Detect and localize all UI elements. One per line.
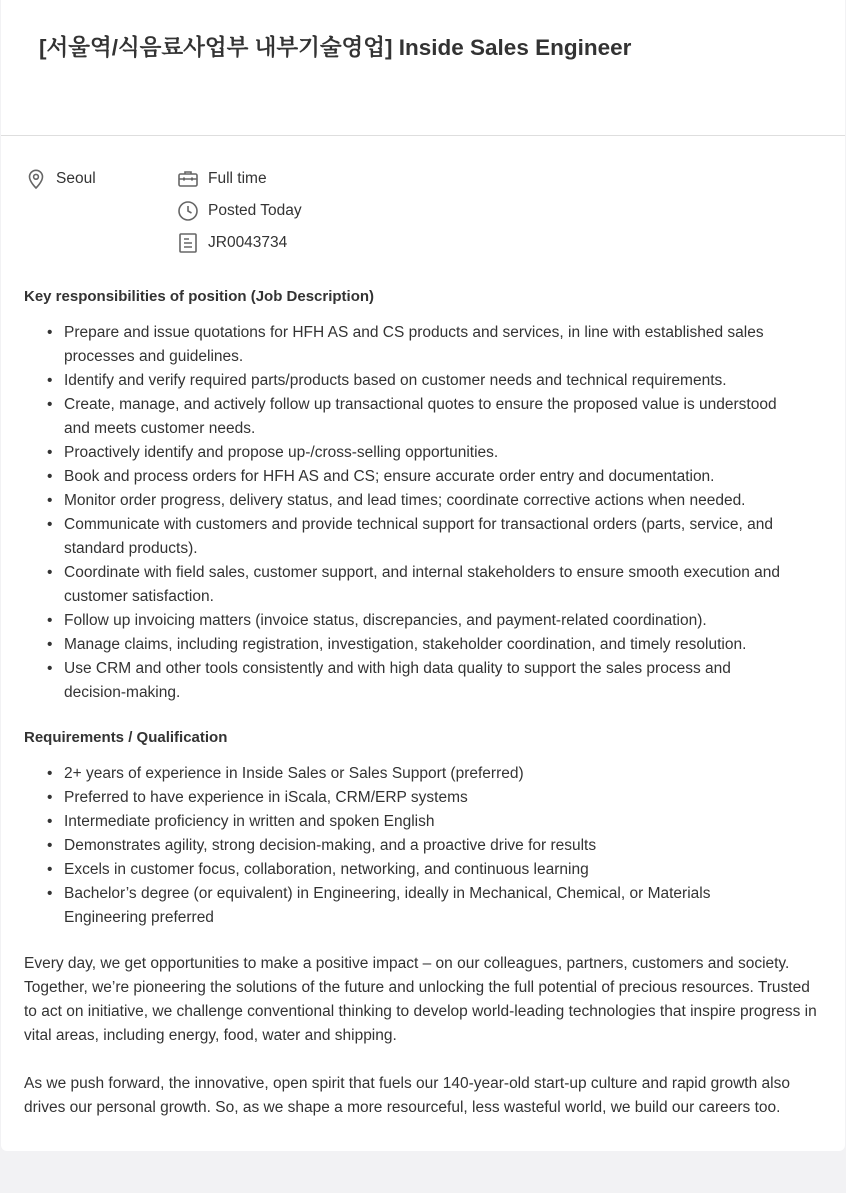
responsibilities-heading: Key responsibilities of position (Job Description) — [24, 288, 375, 305]
location-info — [24, 167, 96, 191]
requirement-item: • Preferred to have experience in iScala, CRM/ERP systems — [24, 786, 784, 810]
company-description-paragraph: Every day, we get opportunities to make a positive impact – on our colleagues, partners, customers and society. Together, we’re pioneering the solutions of the future and unlocking the full potential of precious resources. Trusted to act on initiative, we challenge conventional thinking to develop world-leading technologies that inspire progress in vital areas, including energy, food, water and shipping. — [24, 955, 817, 1044]
responsibility-item: • Communicate with customers and provide technical support for transactional orders (parts, service, and standard products). — [24, 513, 784, 561]
job-id-label: JR0043734 — [208, 234, 288, 251]
responsibility-item: • Manage claims, including registration, investigation, stakeholder coordination, and timely resolution. — [24, 633, 784, 657]
job-posting-card — [1, 0, 845, 1151]
responsibility-item: • Use CRM and other tools consistently and with high data quality to support the sales process and decision-making. — [24, 657, 784, 705]
responsibility-item: • Follow up invoicing matters (invoice status, discrepancies, and payment-related coordination). — [24, 609, 784, 633]
responsibility-item: • Prepare and issue quotations for HFH AS and CS products and services, in line with established sales processes and guidelines. — [24, 321, 784, 369]
posted-info — [176, 199, 302, 223]
requirements-heading: Requirements / Qualification — [24, 729, 228, 746]
location-pin-icon — [24, 167, 48, 191]
responsibility-item: • Book and process orders for HFH AS and CS; ensure accurate order entry and documentation. — [24, 465, 784, 489]
responsibility-item: • Identify and verify required parts/products based on customer needs and technical requirements. — [24, 369, 784, 393]
location-label: Seoul — [56, 170, 96, 187]
job-title: [서울역/식음료사업부 내부기술영업] Inside Sales Engineer — [39, 35, 632, 60]
requirement-item: • Excels in customer focus, collaboration, networking, and continuous learning — [24, 858, 784, 882]
responsibility-item: • Coordinate with field sales, customer support, and internal stakeholders to ensure smooth execution and customer satisfaction. — [24, 561, 784, 609]
requirement-item: • Bachelor’s degree (or equivalent) in Engineering, ideally in Mechanical, Chemical, or Materials Engineering preferred — [24, 882, 784, 930]
job-header — [1, 0, 845, 136]
requirements-list — [24, 762, 784, 930]
briefcase-icon — [176, 167, 200, 191]
company-culture-paragraph: As we push forward, the innovative, open spirit that fuels our 140-year-old start-up culture and rapid growth also drives our personal growth. So, as we shape a more resourceful, less wasteful world, we build our careers too. — [24, 1075, 790, 1116]
responsibilities-list — [24, 321, 784, 705]
requirement-item: • Demonstrates agility, strong decision-making, and a proactive drive for results — [24, 834, 784, 858]
responsibility-item: • Monitor order progress, delivery status, and lead times; coordinate corrective actions when needed. — [24, 489, 784, 513]
responsibility-item: • Create, manage, and actively follow up transactional quotes to ensure the proposed value is understood and meets customer needs. — [24, 393, 784, 441]
document-icon — [176, 231, 200, 255]
employment-type-info — [176, 167, 267, 191]
requirement-item: • 2+ years of experience in Inside Sales or Sales Support (preferred) — [24, 762, 784, 786]
requirement-item: • Intermediate proficiency in written and spoken English — [24, 810, 784, 834]
clock-icon — [176, 199, 200, 223]
posted-label: Posted Today — [208, 202, 302, 219]
job-id-info — [176, 231, 287, 255]
responsibility-item: • Proactively identify and propose up-/cross-selling opportunities. — [24, 441, 784, 465]
employment-type-label: Full time — [208, 170, 267, 187]
